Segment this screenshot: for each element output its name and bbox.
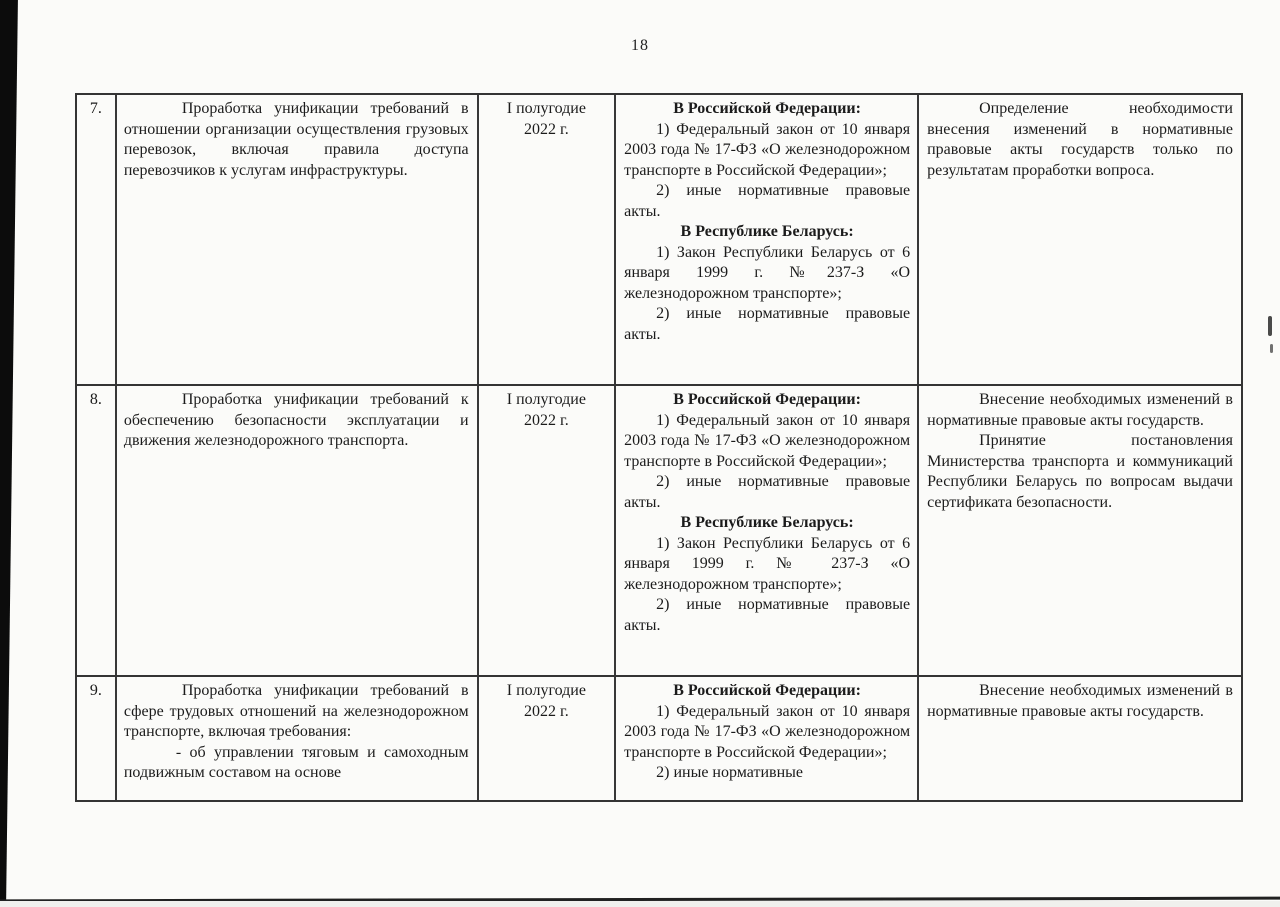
- legal-item: 2) иные нормативные правовые акты.: [624, 182, 911, 220]
- task-paragraph: Проработка унификации требований к обеспечению безопасности эксплуатации и движения железнодорожного транспорта.: [123, 391, 469, 449]
- task-cell: [117, 95, 479, 384]
- legal-basis-cell: [616, 386, 919, 675]
- legal-item: 2) иные нормативные правовые акты.: [624, 473, 911, 511]
- period-line: 2022 г.: [523, 411, 569, 429]
- legal-item: 1) Федеральный закон от 10 января 2003 года № 17-ФЗ «О железнодорожном транспорте в Российской Федерации»;: [624, 120, 911, 179]
- result-paragraph: Внесение необходимых изменений в нормативные правовые акты государств.: [927, 682, 1233, 720]
- task-paragraph: Проработка унификации требований в сфере трудовых отношений на железнодорожном транспорте, включая требования:: [123, 682, 469, 740]
- legal-heading: В Республике Беларусь:: [680, 514, 854, 531]
- task-cell: [117, 677, 479, 800]
- result-cell: [919, 677, 1241, 800]
- row-number-cell: [77, 95, 117, 384]
- legal-item: 1) Федеральный закон от 10 января 2003 года № 17-ФЗ «О железнодорожном транспорте в Российской Федерации»;: [624, 702, 911, 761]
- result-paragraph: Определение необходимости внесения изменений в нормативные правовые акты государств только по результатам проработки вопроса.: [927, 100, 1233, 179]
- period-line: 2022 г.: [523, 702, 569, 720]
- row-number: 7.: [89, 100, 102, 117]
- row-number: 9.: [89, 682, 102, 699]
- legal-item: 1) Закон Республики Беларусь от 6 января 1999 г. № 237-З «О железнодорожном транспорте»;: [624, 534, 911, 593]
- legal-item: 1) Закон Республики Беларусь от 6 января 1999 г. №237-З «О железнодорожном транспорте»;: [624, 243, 911, 302]
- legal-item: 2) иные нормативные правовые акты.: [624, 596, 911, 634]
- legal-basis-cell: [616, 95, 919, 384]
- result-cell: [919, 386, 1241, 675]
- left-scan-edge: [0, 0, 18, 900]
- legal-heading: В Российской Федерации:: [673, 100, 861, 117]
- table-row: [77, 386, 1241, 677]
- legal-item: 1) Федеральный закон от 10 января 2003 года № 17-ФЗ «О железнодорожном транспорте в Российской Федерации»;: [624, 411, 911, 470]
- task-paragraph: Проработка унификации требований в отношении организации осуществления грузовых перевозок, включая правила доступа перевозчиков к услугам инфраструктуры.: [123, 100, 469, 179]
- period-cell: [479, 386, 617, 675]
- legal-basis-cell: [616, 677, 919, 800]
- legal-item: 2) иные нормативные: [656, 764, 803, 781]
- plan-table: [75, 93, 1243, 802]
- page-number: 18: [631, 37, 649, 54]
- period-line: I полугодие: [506, 391, 586, 408]
- task-subitem-paragraph: - об управлении тяговым и самоходным подвижным составом на основе: [123, 743, 469, 781]
- result-paragraph: Внесение необходимых изменений в нормативные правовые акты государств.: [927, 391, 1233, 429]
- period-cell: [479, 677, 617, 800]
- row-number-cell: [77, 386, 117, 675]
- below-scan-edge-area: [0, 901, 1280, 907]
- result-cell: [919, 95, 1241, 384]
- legal-heading: В Российской Федерации:: [673, 682, 861, 699]
- task-cell: [117, 386, 479, 675]
- table-row: [77, 677, 1241, 800]
- legal-heading: В Республике Беларусь:: [680, 223, 854, 240]
- legal-item: 2) иные нормативные правовые акты.: [624, 305, 911, 343]
- right-edge-mark-small: [1270, 344, 1273, 353]
- period-line: 2022 г.: [523, 120, 569, 138]
- period-line: I полугодие: [506, 682, 586, 699]
- legal-heading: В Российской Федерации:: [673, 391, 861, 408]
- row-number-cell: [77, 677, 117, 800]
- result-paragraph: Принятие постановления Министерства транспорта и коммуникаций Республики Беларусь по вопросам выдачи сертификата безопасности.: [927, 432, 1233, 511]
- row-number: 8.: [89, 391, 102, 408]
- right-edge-mark: [1268, 316, 1272, 336]
- table-row: [77, 95, 1241, 386]
- period-line: I полугодие: [506, 100, 586, 117]
- period-cell: [479, 95, 617, 384]
